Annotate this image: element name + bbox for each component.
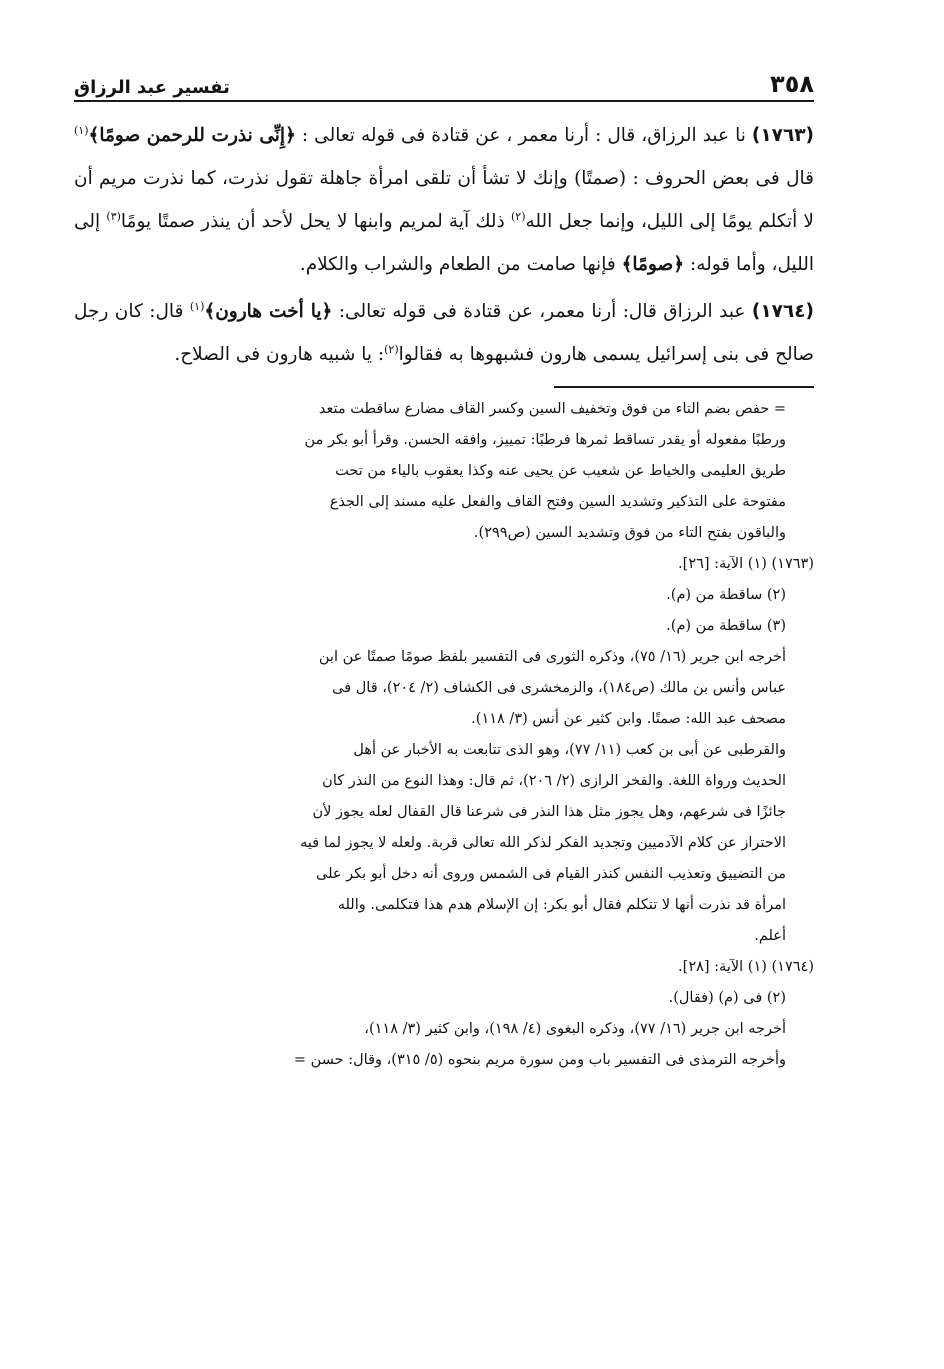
entry-text: قال فى بعض الحروف : (صمتًا) وإنك لا تشأ أن تلقى امرأة جاهلة تقول نذرت، كما نذرت مريم أن لا أتكلم يومًا إلى الليل، وإنما جعل الله [74,168,814,232]
footnote-line: والقرطبى عن أبى بن كعب (١١/ ٧٧)، وهو الذى تتابعت به الأخبار عن أهل [353,742,786,758]
takhrij-1763b [74,735,814,952]
entry-number: (١٧٦٤) [751,301,814,322]
footnote-ref: (٢) [384,342,399,356]
takhrij-1763a [74,642,814,735]
footnote-line: ورطبًا مفعوله أو يقدر تساقط ثمرها فرطبًا: تمييز، وافقه الحسن. وقرأ أبو بكر من [304,432,786,448]
entry-text: : يا شبيه هارون فى الصلاح. [174,344,385,365]
footnote-line: (١٧٦٣) (١) الآية: [٢٦]. [678,556,814,572]
footnote-line: أعلم. [754,928,786,944]
footnotes-1763 [74,549,814,642]
footnote-line: جائزًا فى شرعهم، وهل يجوز مثل هذا النذر فى شرعنا قال القفال لعله يجوز لأن [312,804,786,820]
quran-quote: ﴿يا أخت هارون﴾ [204,301,333,322]
footnote-line: وأخرجه الترمذى فى التفسير باب ومن سورة مريم بنحوه (٥/ ٣١٥)، وقال: حسن = [293,1052,786,1068]
footnote-line: أخرجه ابن جرير (١٦/ ٧٥)، وذكره الثورى فى التفسير بلفظ صومًا صمتًا عن ابن [318,649,786,665]
book-page [74,64,814,1076]
footnote-line: مصحف عبد الله: صمتًا. وابن كثير عن أنس (٣/ ١١٨). [471,711,786,727]
entry-text: قال: كان رجل صالح فى بنى إسرائيل يسمى هارون فشبهوها به فقالوا [74,301,814,365]
entry-1763 [74,114,814,286]
footnote-ref: (١) [189,299,205,313]
footnote-ref: (٣) [106,209,121,223]
footnote-line: (٢) ساقطة من (م). [666,587,786,603]
footnote-ref: (٢) [510,209,526,223]
quran-quote: ﴿صومًا﴾ [621,254,685,275]
entry-text: ذلك آية لمريم وابنها لا يحل لأحد أن ينذر صمتًا يومًا [120,211,511,232]
footnotes-1764 [74,952,814,1014]
footnote-line: طريق العليمى والخياط عن شعيب عن يحيى عنه وكذا يعقوب بالياء من تحت [335,463,786,479]
footnote-separator [554,386,814,388]
footnote-line: (٢) فى (م) (فقال). [668,990,786,1006]
entry-text: إلى الليل، وأما قوله: [74,211,814,275]
footnote-ref: (١) [74,123,89,137]
footnote-line: (٣) ساقطة من (م). [666,618,786,634]
page-number: ٣٥٨ [770,70,814,98]
entry-text: نا عبد الرزاق، قال : أرنا معمر ، عن قتادة فى قوله تعالى : [295,125,752,146]
footnotes [74,394,814,1076]
footnote-line: = حفص بضم التاء من فوق وتخفيف السين وكسر القاف مضارع ساقطت متعد [318,401,786,417]
footnote-line: الحديث ورواة اللغة. والفخر الرازى (٢/ ٢٠٦)، ثم قال: وهذا النوع من النذر كان [322,773,786,789]
entry-1764 [74,290,814,376]
footnote-line: الاحتراز عن كلام الآدميين وتجديد الفكر لذكر الله تعالى قربة. ولعله لا يجوز لما فيه [300,835,786,851]
footnote-continuation [74,394,814,549]
entry-text: عبد الرزاق قال: أرنا معمر، عن قتادة فى قوله تعالى: [332,301,752,322]
takhrij-1764 [74,1014,814,1076]
quran-quote: ﴿إِنِّى نذرت للرحمن صومًا﴾ [88,125,296,146]
footnote-line: أخرجه ابن جرير (١٦/ ٧٧)، وذكره البغوى (٤/ ١٩٨)، وابن كثير (٣/ ١١٨)، [364,1021,786,1037]
running-title: تفسير عبد الرزاق [74,77,230,98]
footnote-line: امرأة قد نذرت أنها لا تتكلم فقال أبو بكر: إن الإسلام هدم هذا فتكلمى. والله [337,897,786,913]
main-text [74,114,814,376]
footnote-line: مفتوحة على التذكير وتشديد السين وفتح القاف والفعل عليه مسند إلى الجذع [329,494,786,510]
entry-number: (١٧٦٣) [751,125,815,146]
footnote-line: عباس وأنس بن مالك (ص١٨٤)، والزمخشرى فى الكشاف (٢/ ٢٠٤)، قال فى [332,680,786,696]
page-header [74,64,814,102]
footnote-line: والباقون بفتح التاء من فوق وتشديد السين (ص٢٩٩). [473,525,786,541]
footnote-line: (١٧٦٤) (١) الآية: [٢٨]. [678,959,814,975]
entry-text: فإنها صامت من الطعام والشراب والكلام. [299,254,622,275]
footnote-line: من التضييق وتعذيب النفس كنذر القيام فى الشمس وروى أنه دخل أبو بكر على [316,866,786,882]
